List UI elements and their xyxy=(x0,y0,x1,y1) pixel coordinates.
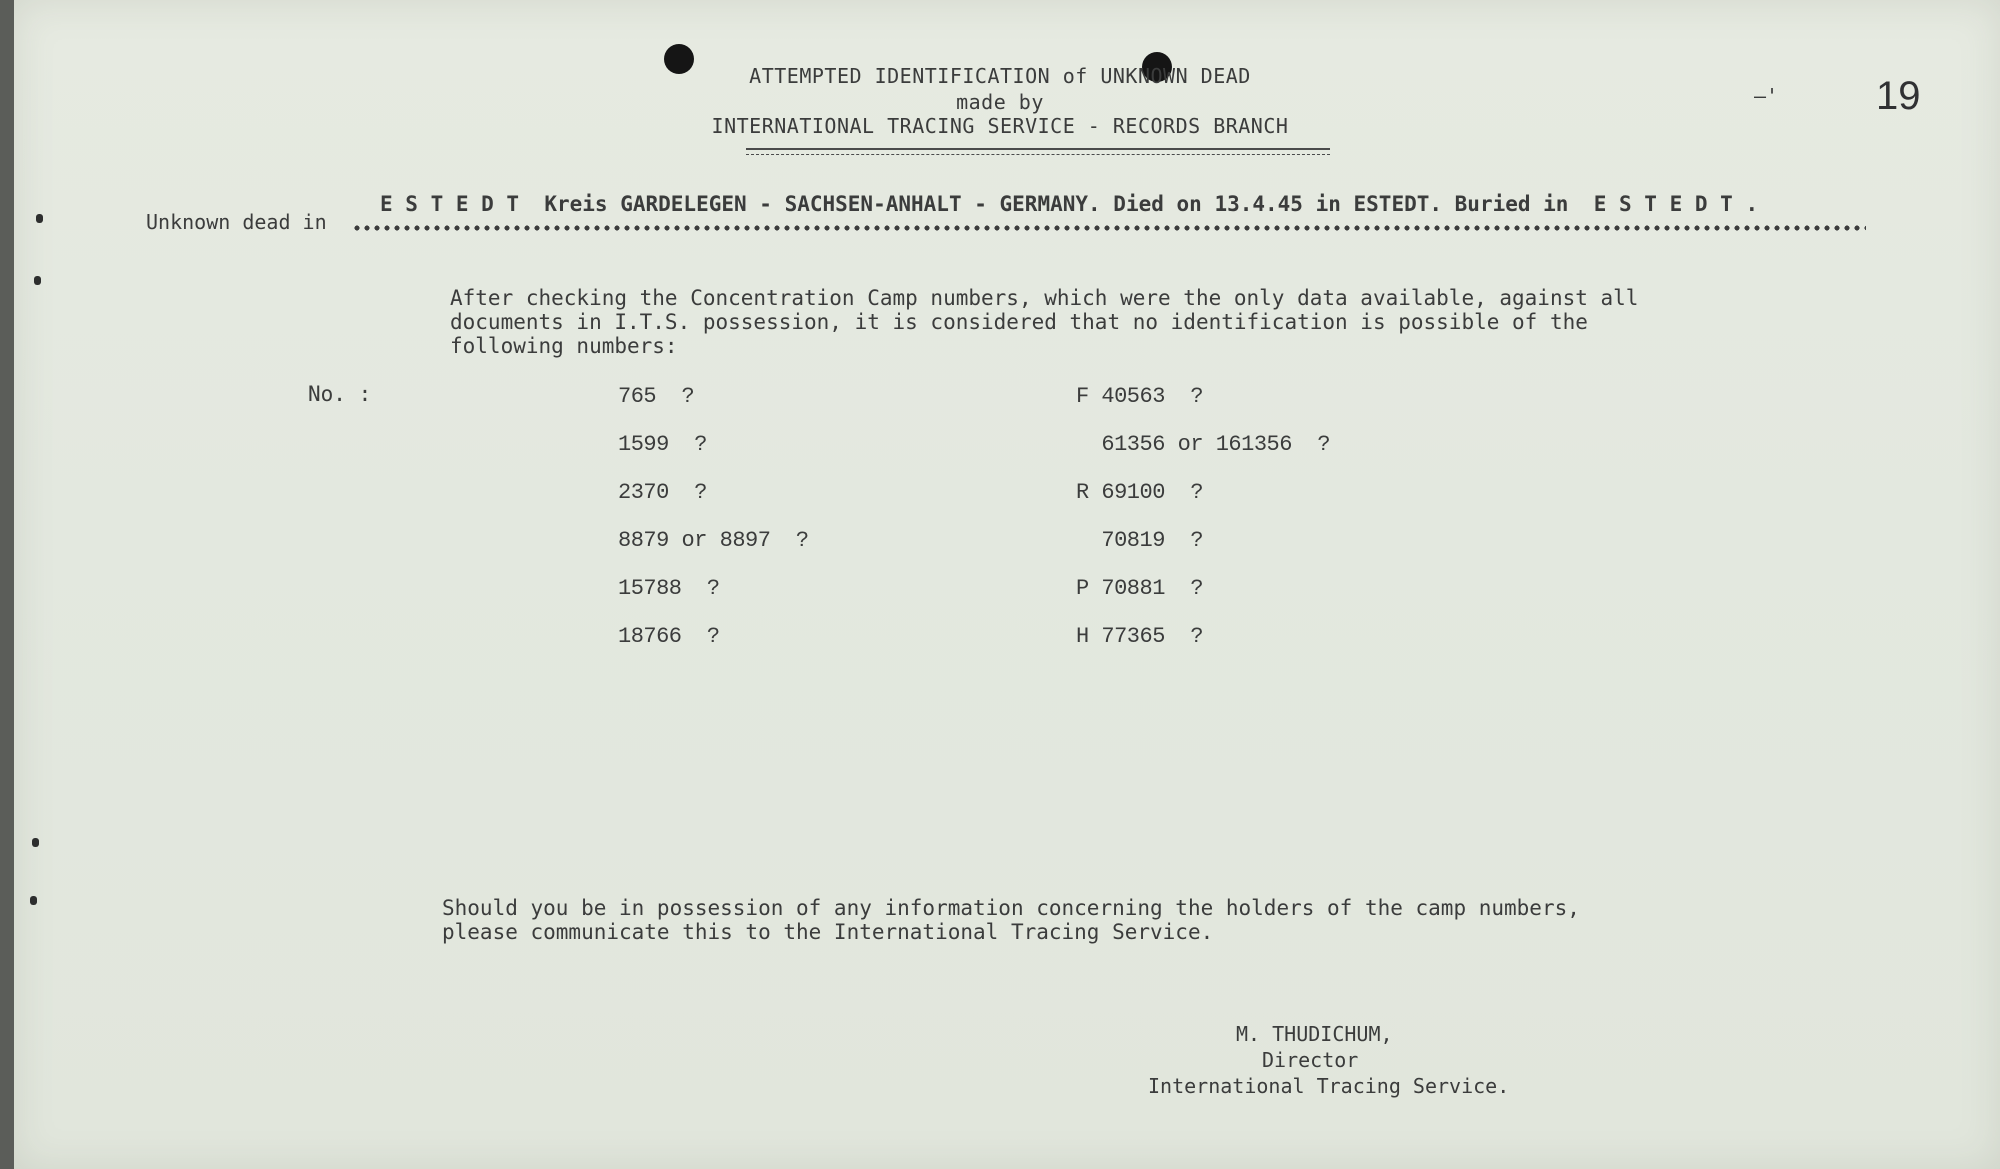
scan-edge xyxy=(0,0,14,1169)
document-page xyxy=(14,0,2000,1169)
camp-number-left: 2370 ? xyxy=(618,480,707,505)
organization-branch: INTERNATIONAL TRACING SERVICE - RECORDS BRANCH xyxy=(711,114,1289,138)
corner-marks: –' xyxy=(1754,84,1779,108)
document-title: ATTEMPTED IDENTIFICATION of UNKNOWN DEAD xyxy=(749,64,1251,88)
numbers-label: No. : xyxy=(308,382,372,406)
camp-number-right: H 77365 ? xyxy=(1076,624,1204,649)
closing-line-2: please communicate this to the International Tracing Service. xyxy=(442,920,1214,944)
intro-line-3: following numbers: xyxy=(450,334,678,358)
camp-number-left: 15788 ? xyxy=(618,576,720,601)
intro-line-1: After checking the Concentration Camp numbers, which were the only data available, against all xyxy=(450,286,1639,310)
signature-organization: International Tracing Service. xyxy=(1148,1074,1510,1098)
camp-number-left: 1599 ? xyxy=(618,432,707,457)
camp-number-right: F 40563 ? xyxy=(1076,384,1204,409)
camp-number-right: R 69100 ? xyxy=(1076,480,1204,505)
camp-number-right: 70819 ? xyxy=(1076,528,1204,553)
margin-mark xyxy=(34,276,41,285)
intro-line-2: documents in I.T.S. possession, it is considered that no identification is possible of the xyxy=(450,310,1588,334)
camp-number-left: 18766 ? xyxy=(618,624,720,649)
unknown-dead-details: E S T E D T Kreis GARDELEGEN - SACHSEN-ANHALT - GERMANY. Died on 13.4.45 in ESTEDT. Buried in E S T E D T . xyxy=(380,192,1759,216)
dotted-fill-line xyxy=(352,224,1866,232)
title-underline xyxy=(746,148,1330,155)
signature-name: M. THUDICHUM, xyxy=(1236,1022,1393,1046)
margin-mark xyxy=(32,838,39,847)
camp-number-left: 8879 or 8897 ? xyxy=(618,528,809,553)
page-number: 19 xyxy=(1876,74,1921,118)
closing-line-1: Should you be in possession of any information concerning the holders of the camp numbers, xyxy=(442,896,1580,920)
camp-number-right: 61356 or 161356 ? xyxy=(1076,432,1331,457)
unknown-dead-label: Unknown dead in xyxy=(146,210,327,234)
signature-title: Director xyxy=(1262,1048,1359,1072)
margin-mark xyxy=(36,214,43,223)
camp-number-left: 765 ? xyxy=(618,384,695,409)
camp-number-right: P 70881 ? xyxy=(1076,576,1204,601)
made-by-line: made by xyxy=(956,90,1044,114)
margin-mark xyxy=(30,896,37,905)
